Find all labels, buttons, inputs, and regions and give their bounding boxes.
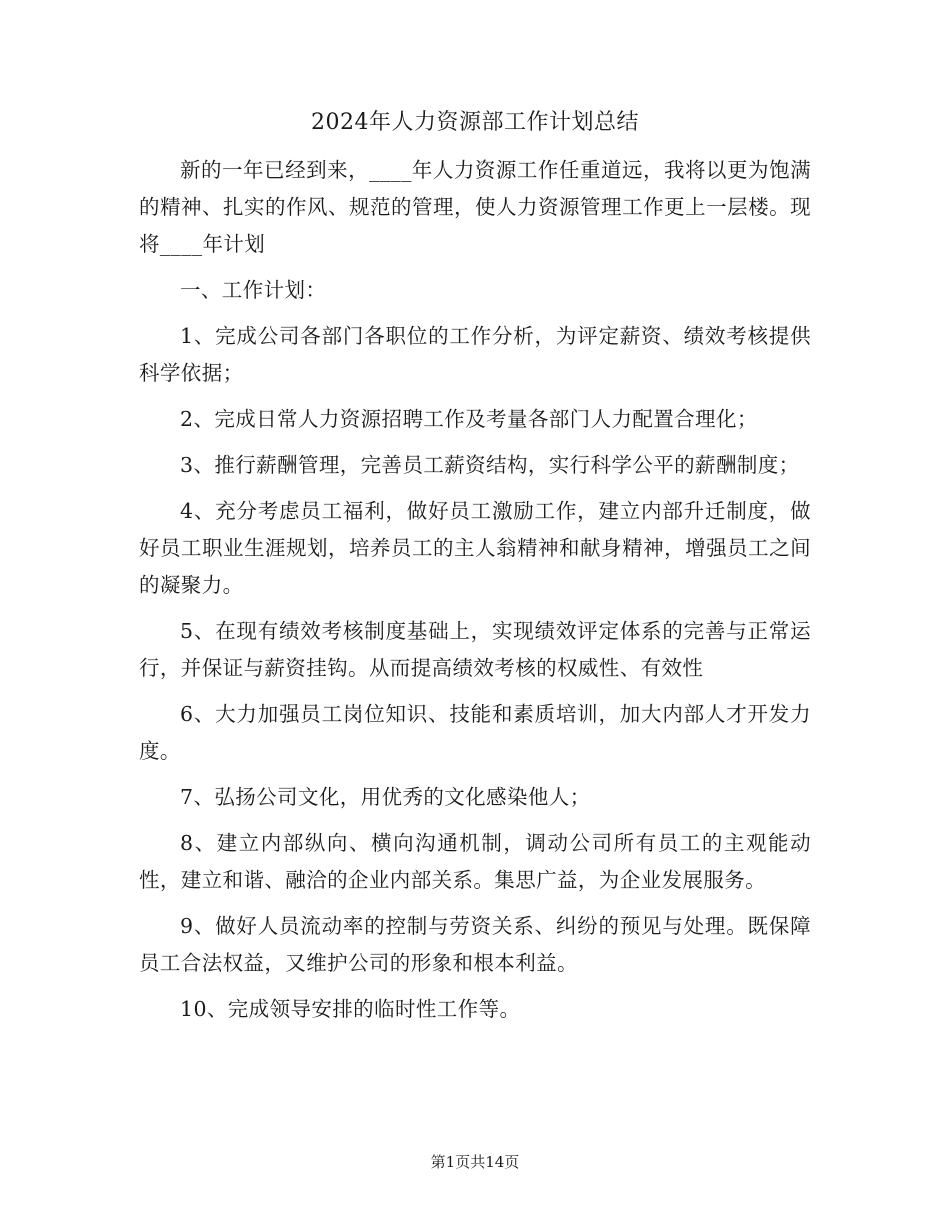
page-number: 第1页共14页 xyxy=(430,1153,520,1171)
plan-item-5: 5、在现有绩效考核制度基础上，实现绩效评定体系的完善与正常运行，并保证与薪资挂钩。从而提高绩效考核的权威性、有效性 xyxy=(139,619,811,680)
plan-item-10: 10、完成领导安排的临时性工作等。 xyxy=(180,997,521,1021)
plan-item-8: 8、建立内部纵向、横向沟通机制，调动公司所有员工的主观能动性，建立和谐、融洽的企业内部关系。集思广益，为企业发展服务。 xyxy=(139,831,811,892)
document-title: 2024年人力资源部工作计划总结 xyxy=(311,110,639,135)
plan-item-6: 6、大力加强员工岗位知识、技能和素质培训，加大内部人才开发力度。 xyxy=(139,702,811,763)
plan-item-3: 3、推行薪酬管理，完善员工薪资结构，实行科学公平的薪酬制度； xyxy=(180,453,800,477)
plan-item-7: 7、弘扬公司文化，用优秀的文化感染他人； xyxy=(180,785,591,809)
section-heading: 一、工作计划： xyxy=(180,278,327,302)
plan-item-1: 1、完成公司各部门各职位的工作分析，为评定薪资、绩效考核提供科学依据； xyxy=(139,324,811,385)
plan-item-4: 4、充分考虑员工福利，做好员工激励工作，建立内部升迁制度，做好员工职业生涯规划，培养员工的主人翁精神和献身精神，增强员工之间的凝聚力。 xyxy=(139,499,811,597)
plan-item-2: 2、完成日常人力资源招聘工作及考量各部门人力配置合理化； xyxy=(180,407,758,431)
plan-item-9: 9、做好人员流动率的控制与劳资关系、纠纷的预见与处理。既保障员工合法权益，又维护公司的形象和根本利益。 xyxy=(139,914,811,975)
intro-paragraph: 新的一年已经到来，____年人力资源工作任重道远，我将以更为饱满的精神、扎实的作风、规范的管理，使人力资源管理工作更上一层楼。现将____年计划 xyxy=(139,158,811,256)
document-body xyxy=(139,152,811,1037)
